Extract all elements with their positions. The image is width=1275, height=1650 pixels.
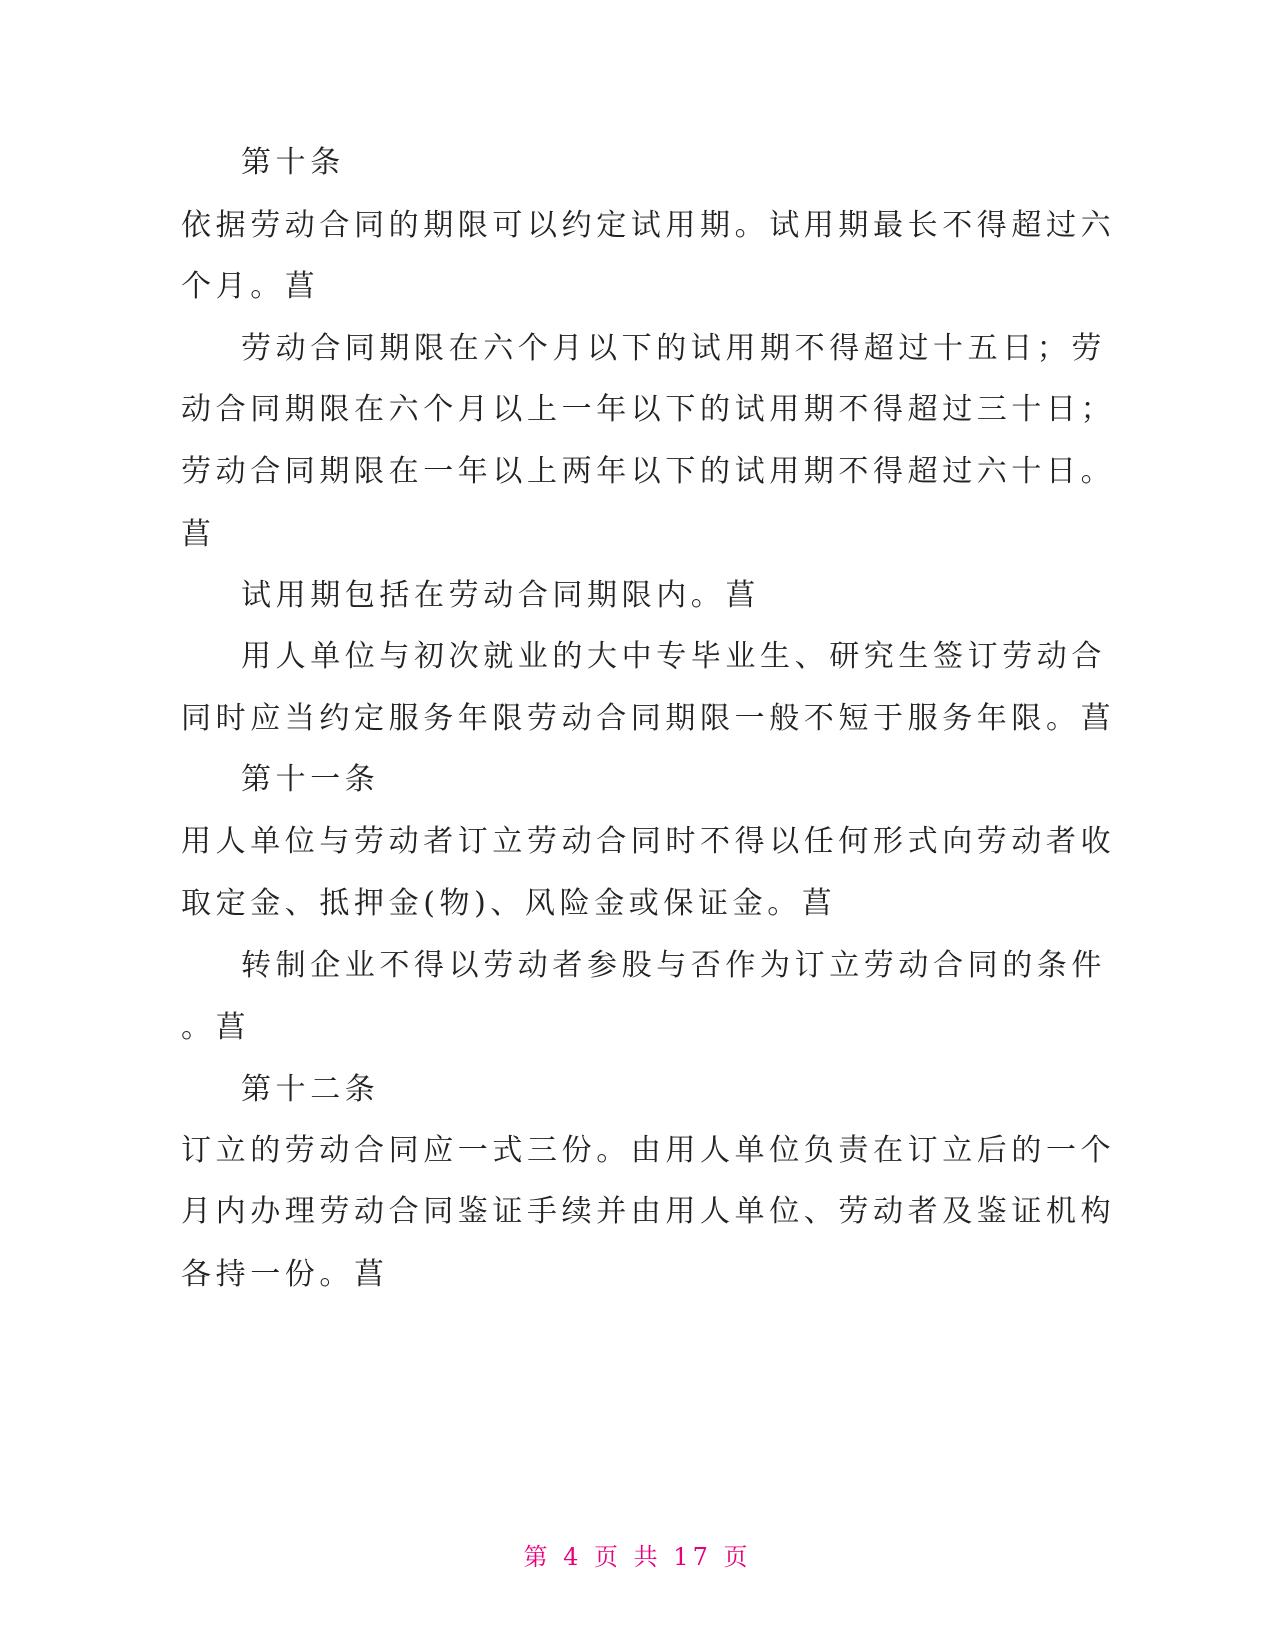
page-footer <box>0 1542 1275 1572</box>
paragraph-line: 转制企业不得以劳动者参股与否作为订立劳动合同的条件 <box>241 948 1106 983</box>
paragraph-line: 各持一份。菖 <box>181 1257 389 1292</box>
paragraph-line: 月内办理劳动合同鉴证手续并由用人单位、劳动者及鉴证机构 <box>181 1194 1116 1229</box>
article-heading-12: 第十二条 <box>241 1072 380 1107</box>
paragraph-line: 依据劳动合同的期限可以约定试用期。试用期最长不得超过六 <box>181 208 1116 243</box>
page-number-label: 第 4 页 共 17 页 <box>523 1543 752 1571</box>
paragraph-line: 劳动合同期限在六个月以下的试用期不得超过十五日；劳 <box>241 331 1106 366</box>
paragraph-line: 菖 <box>181 517 216 552</box>
paragraph-line: 订立的劳动合同应一式三份。由用人单位负责在订立后的一个 <box>181 1133 1116 1168</box>
paragraph-line: 用人单位与劳动者订立劳动合同时不得以任何形式向劳动者收 <box>181 824 1116 859</box>
paragraph-line: 同时应当约定服务年限劳动合同期限一般不短于服务年限。菖 <box>181 701 1116 736</box>
paragraph-line: 劳动合同期限在一年以上两年以下的试用期不得超过六十日。 <box>181 454 1116 489</box>
paragraph-line: 取定金、抵押金(物)、风险金或保证金。菖 <box>181 886 837 921</box>
paragraph-line: 。菖 <box>181 1010 251 1045</box>
paragraph-line: 动合同期限在六个月以上一年以下的试用期不得超过三十日； <box>181 392 1116 427</box>
article-heading-10: 第十条 <box>241 145 345 180</box>
paragraph-line: 试用期包括在劳动合同期限内。菖 <box>241 578 760 613</box>
paragraph-line: 用人单位与初次就业的大中专毕业生、研究生签订劳动合 <box>241 639 1106 674</box>
paragraph-line: 个月。菖 <box>181 269 320 304</box>
article-heading-11: 第十一条 <box>241 762 380 797</box>
